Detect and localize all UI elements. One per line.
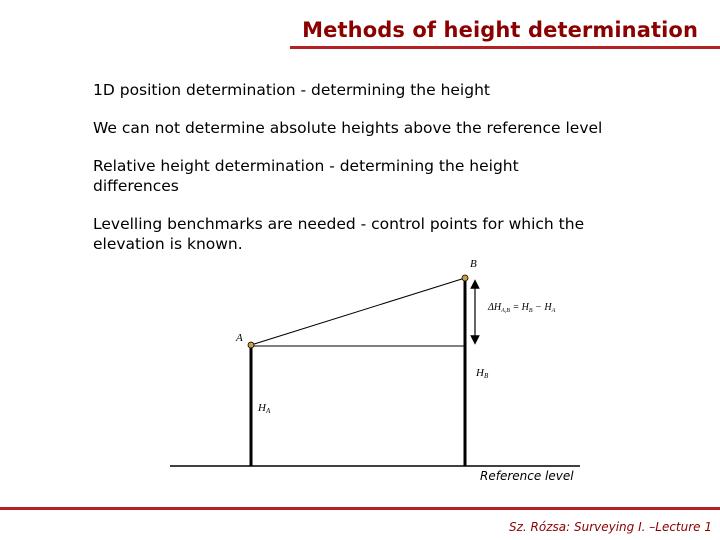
bullet-item: 1D position determination - determining the height [93,81,490,99]
footer-rule [0,507,720,510]
sight-line [251,278,465,345]
height-b-label: HB [476,367,489,380]
bullet-item: We can not determine absolute heights above the reference level [93,119,603,137]
point-b-label: B [470,258,477,270]
delta-h-formula: $\Delta H_{A,B} = H_B - H_A$ [488,302,556,314]
point-a-marker [248,342,254,348]
height-a-label: HA [258,402,271,415]
page-title: Methods of height determination [302,18,698,42]
point-b-marker [462,275,468,281]
footer-text: Sz. Rózsa: Surveying I. –Lecture 1 [508,520,712,534]
bullet-item: Relative height determination - determining the height differences [93,157,519,195]
point-a-label: A [236,332,243,344]
bullet-item: Levelling benchmarks are needed - control points for which the elevation is known. [93,215,585,253]
reference-level-label: Reference level [480,469,574,483]
